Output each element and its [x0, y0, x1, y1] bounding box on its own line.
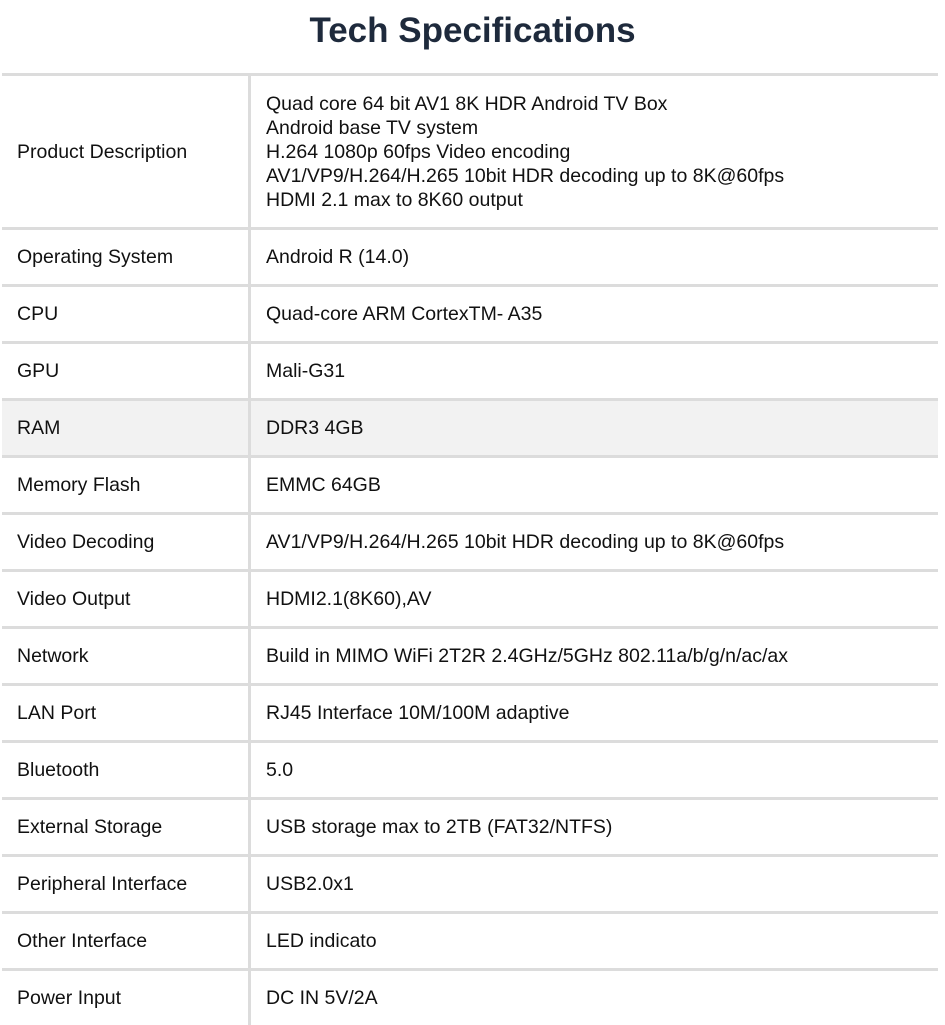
- table-row-cpu: [2, 286, 938, 343]
- spec-label: Peripheral Interface: [2, 856, 250, 913]
- spec-label: LAN Port: [2, 685, 250, 742]
- spec-label: Video Output: [2, 571, 250, 628]
- tech-specs-table: [2, 73, 938, 1025]
- spec-label: Product Description: [2, 75, 250, 229]
- spec-value: USB2.0x1: [250, 856, 939, 913]
- description-line: AV1/VP9/H.264/H.265 10bit HDR decoding up to 8K@60fps: [266, 164, 938, 188]
- page-title: Tech Specifications: [0, 0, 945, 62]
- spec-label: GPU: [2, 343, 250, 400]
- spec-value: 5.0: [250, 742, 939, 799]
- description-line: H.264 1080p 60fps Video encoding: [266, 140, 938, 164]
- table-row-network: [2, 628, 938, 685]
- table-row-peripheral-interface: [2, 856, 938, 913]
- spec-value: HDMI2.1(8K60),AV: [250, 571, 939, 628]
- table-row-power-input: [2, 970, 938, 1025]
- spec-value: DC IN 5V/2A: [250, 970, 939, 1025]
- spec-label: External Storage: [2, 799, 250, 856]
- table-row-ram: [2, 400, 938, 457]
- table-row-product-description: [2, 75, 938, 229]
- spec-value: AV1/VP9/H.264/H.265 10bit HDR decoding up to 8K@60fps: [250, 514, 939, 571]
- spec-value: Build in MIMO WiFi 2T2R 2.4GHz/5GHz 802.11a/b/g/n/ac/ax: [250, 628, 939, 685]
- table-row-video-decoding: [2, 514, 938, 571]
- table-row-bluetooth: [2, 742, 938, 799]
- table-row-other-interface: [2, 913, 938, 970]
- spec-label: CPU: [2, 286, 250, 343]
- spec-value: [250, 75, 939, 229]
- spec-value: LED indicato: [250, 913, 939, 970]
- description-line: Quad core 64 bit AV1 8K HDR Android TV Box: [266, 92, 938, 116]
- spec-label: Power Input: [2, 970, 250, 1025]
- table-row-gpu: [2, 343, 938, 400]
- spec-label: Video Decoding: [2, 514, 250, 571]
- spec-value: DDR3 4GB: [250, 400, 939, 457]
- spec-label: Other Interface: [2, 913, 250, 970]
- table-row-external-storage: [2, 799, 938, 856]
- table-row-operating-system: [2, 229, 938, 286]
- spec-label: Operating System: [2, 229, 250, 286]
- table-row-video-output: [2, 571, 938, 628]
- spec-label: Memory Flash: [2, 457, 250, 514]
- spec-value: Mali-G31: [250, 343, 939, 400]
- spec-value: EMMC 64GB: [250, 457, 939, 514]
- description-line: Android base TV system: [266, 116, 938, 140]
- spec-value: RJ45 Interface 10M/100M adaptive: [250, 685, 939, 742]
- spec-value: USB storage max to 2TB (FAT32/NTFS): [250, 799, 939, 856]
- table-row-lan-port: [2, 685, 938, 742]
- spec-label: RAM: [2, 400, 250, 457]
- table-row-memory-flash: [2, 457, 938, 514]
- description-line: HDMI 2.1 max to 8K60 output: [266, 188, 938, 212]
- spec-label: Bluetooth: [2, 742, 250, 799]
- spec-label: Network: [2, 628, 250, 685]
- spec-value: Quad-core ARM CortexTM- A35: [250, 286, 939, 343]
- spec-value: Android R (14.0): [250, 229, 939, 286]
